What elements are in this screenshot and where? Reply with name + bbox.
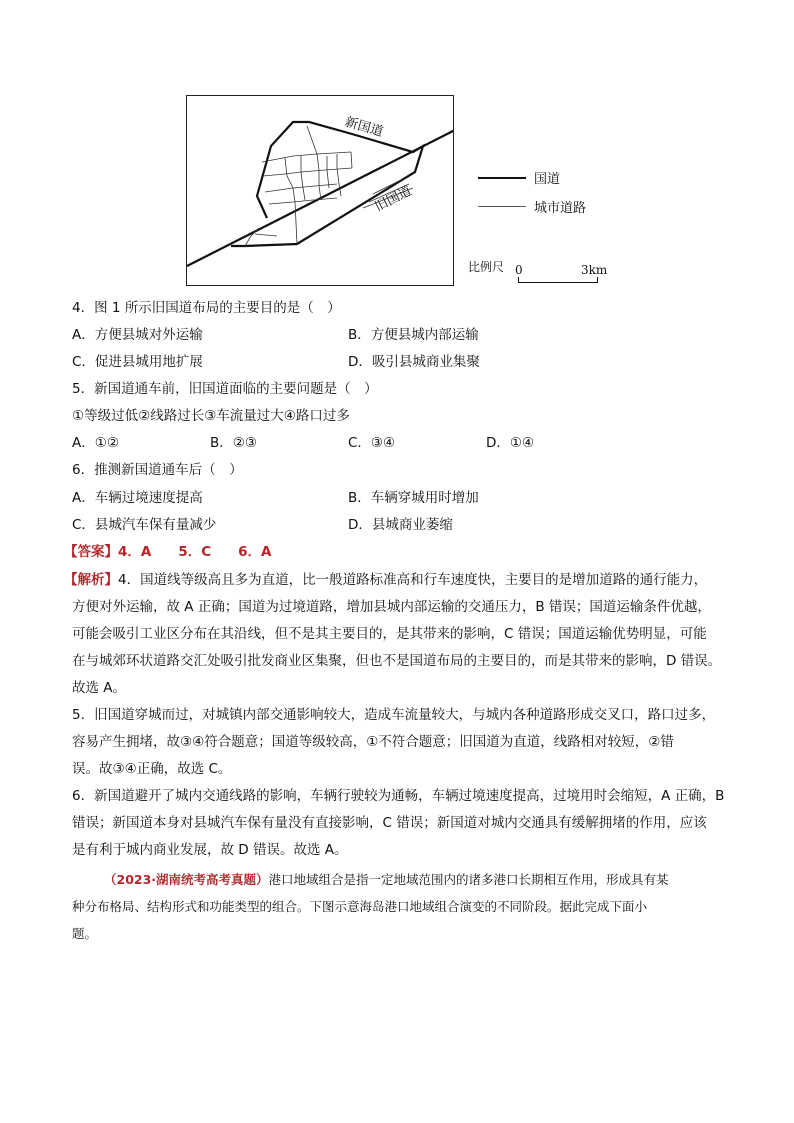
question-5-option-b: B．②③ — [210, 435, 257, 451]
analysis-4-line-5: 故选 A。 — [72, 680, 127, 696]
answer-line — [64, 543, 271, 561]
legend-city-road-swatch — [478, 206, 526, 207]
intro-line-3: 题。 — [72, 926, 98, 941]
answer-tag: 【答案】 — [64, 544, 118, 560]
analysis-5-line-3: 误。故③④正确，故选 C。 — [72, 761, 232, 777]
new-road-label: 新国道 — [343, 114, 385, 141]
question-4-option-a: A．方便县城对外运输 — [72, 327, 203, 343]
legend-national-road-swatch — [478, 177, 526, 179]
question-5-option-d: D．①④ — [486, 435, 535, 451]
legend-city-road-label: 城市道路 — [534, 201, 587, 216]
question-5-stem: 5．新国道通车前，旧国道面临的主要问题是（ ） — [72, 381, 378, 397]
question-6-stem: 6．推测新国道通车后（ ） — [72, 462, 243, 478]
question-4-stem: 4．图 1 所示旧国道布局的主要目的是（ ） — [72, 300, 341, 316]
intro-line-2: 种分布格局、结构形式和功能类型的组合。下图示意海岛港口地域组合演变的不同阶段。据此完成下面小 — [72, 899, 648, 914]
question-5-option-c: C．③④ — [348, 435, 396, 451]
road-map-figure — [186, 95, 454, 286]
analysis-5-line-1: 5．旧国道穿城而过，对城镇内部交通影响较大，造成车流量较大，与城内各种道路形成交叉口，路口过多， — [72, 707, 716, 723]
analysis-4 — [64, 567, 764, 702]
scale-label: 比例尺 — [468, 260, 505, 274]
question-5-items: ①等级过低②线路过长③车流量过大④路口过多 — [72, 408, 350, 424]
question-6-option-a: A．车辆过境速度提高 — [72, 490, 203, 506]
answer-text: 4．A 5．C 6．A — [118, 544, 272, 560]
analysis-4-line-1: 4．国道线等级高且多为直道，比一般道路标准高和行车速度快，主要目的是增加道路的通行能力， — [118, 572, 708, 588]
scale-zero: 0 — [515, 263, 523, 277]
analysis-5 — [72, 702, 762, 783]
scale-bar — [518, 277, 598, 283]
road-map-svg — [187, 96, 454, 286]
question-5-option-a: A．①② — [72, 435, 119, 451]
intro-source: （2023·湖南统考高考真题） — [104, 872, 269, 887]
old-road-label: 旧国道 — [372, 183, 415, 215]
question-6-option-b: B．车辆穿城用时增加 — [348, 490, 479, 506]
new-national-road — [231, 122, 423, 246]
legend-national-road-label: 国道 — [534, 172, 561, 187]
question-4-option-d: D．吸引县城商业集聚 — [348, 354, 480, 370]
scale-max: 3km — [581, 263, 608, 277]
question-6-option-d: D．县城商业萎缩 — [348, 517, 453, 533]
analysis-6-line-1: 6．新国道避开了城内交通线路的影响，车辆行驶较为通畅，车辆过境速度提高，过境用时会缩短，A 正确，B — [72, 788, 725, 804]
question-4-option-b: B．方便县城内部运输 — [348, 327, 479, 343]
intro-line-1: 港口地域组合是指一定地域范围内的诸多港口长期相互作用，形成具有某 — [268, 872, 669, 887]
analysis-6-line-3: 是有利于城内商业发展，故 D 错误。故选 A。 — [72, 842, 348, 858]
analysis-4-line-2: 方便对外运输，故 A 正确；国道为过境道路，增加县城内部运输的交通压力，B 错误；国道运输条件优越， — [72, 599, 711, 615]
analysis-6 — [72, 783, 762, 864]
question-4-option-c: C．促进县城用地扩展 — [72, 354, 203, 370]
next-question-intro — [72, 866, 752, 893]
analysis-4-line-3: 可能会吸引工业区分布在其沿线，但不是其主要目的，是其带来的影响，C 错误；国道运输优势明显，可能 — [72, 626, 707, 642]
analysis-5-line-2: 容易产生拥堵，故③④符合题意；国道等级较高，①不符合题意；旧国道为直道，线路相对较短，②错 — [72, 734, 674, 750]
analysis-4-line-4: 在与城郊环状道路交汇处吸引批发商业区集聚，但也不是国道布局的主要目的，而是其带来的影响，D 错误。 — [72, 653, 722, 669]
analysis-tag: 【解析】 — [64, 572, 118, 588]
question-6-option-c: C．县城汽车保有量减少 — [72, 517, 217, 533]
analysis-6-line-2: 错误；新国道本身对县城汽车保有量没有直接影响，C 错误；新国道对城内交通具有缓解拥堵的作用，应该 — [72, 815, 707, 831]
